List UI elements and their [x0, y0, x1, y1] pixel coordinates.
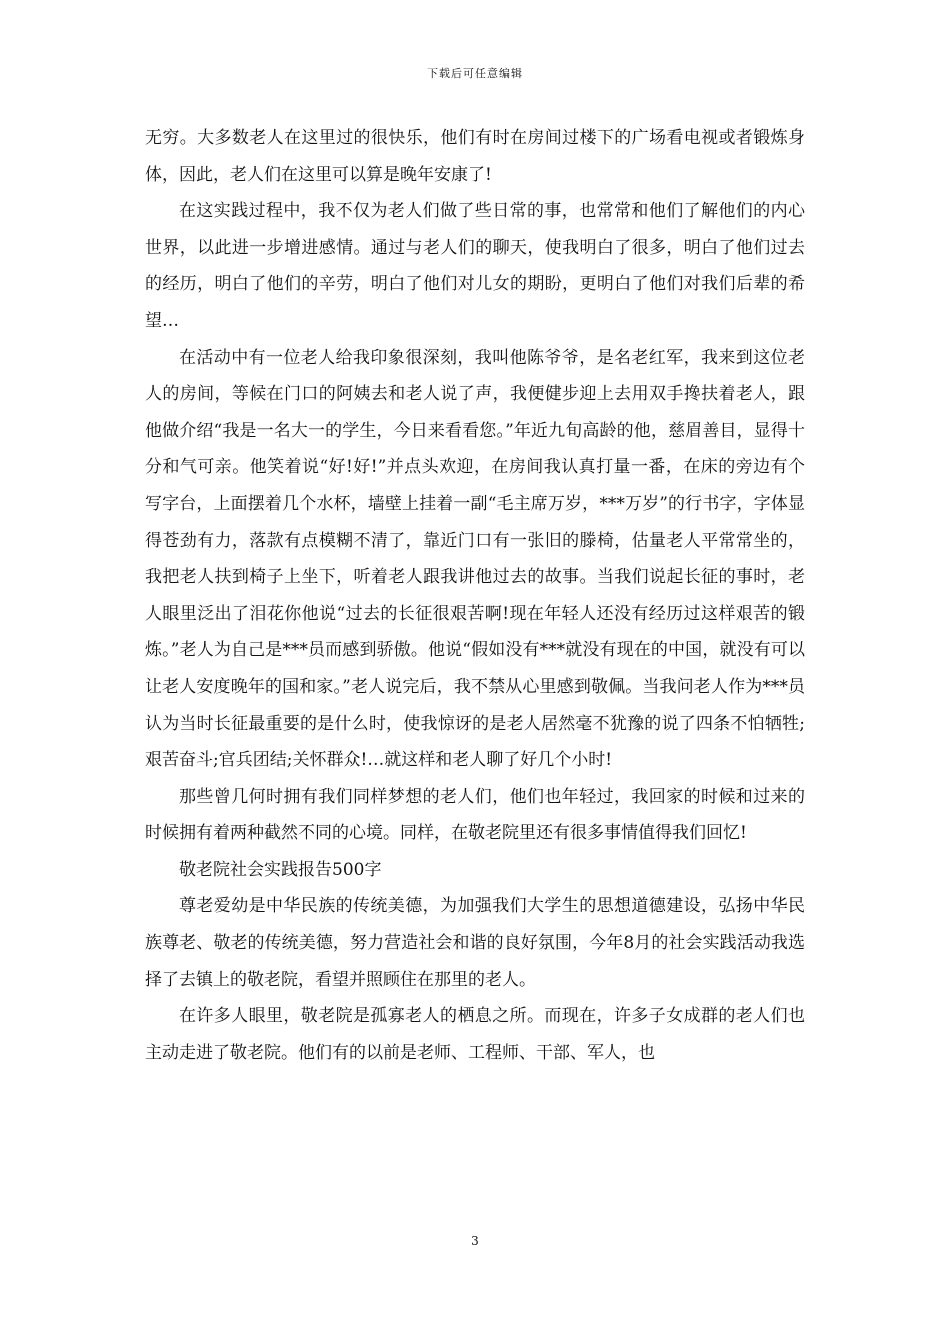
paragraph: 在许多人眼里，敬老院是孤寡老人的栖息之所。而现在，许多子女成群的老人们也主动走进了敬老院。他们有的以前是老师、工程师、干部、军人，也 — [145, 1006, 805, 1063]
page-header: 下载后可任意编辑 — [427, 67, 523, 80]
paragraph: 那些曾几何时拥有我们同样梦想的老人们，他们也年轻过，我回家的时候和过来的时候拥有着两种截然不同的心境。同样，在敬老院里还有很多事情值得我们回忆! — [145, 786, 805, 844]
paragraph: 无穷。大多数老人在这里过的很快乐，他们有时在房间过楼下的广场看电视或者锻炼身体，因此，老人们在这里可以算是晚年安康了! — [145, 128, 805, 185]
paragraph: 尊老爱幼是中华民族的传统美德，为加强我们大学生的思想道德建设，弘扬中华民族尊老、敬老的传统美德，努力营造社会和谐的良好氛围，今年8月的社会实践活动我选择了去镇上的敬老院，看望并照顾住在那里的老人。 — [145, 896, 805, 990]
section-heading: 敬老院社会实践报告500字 — [179, 859, 382, 880]
page-number: 3 — [471, 1234, 479, 1248]
paragraph: 在这实践过程中，我不仅为老人们做了些日常的事，也常常和他们了解他们的内心世界，以此进一步增进感情。通过与老人们的聊天，使我明白了很多，明白了他们过去的经历，明白了他们的辛劳，明白了他们对儿女的期盼，更明白了他们对我们后辈的希望… — [145, 201, 805, 331]
document-body — [145, 120, 805, 1071]
paragraph: 在活动中有一位老人给我印象很深刻，我叫他陈爷爷，是名老红军，我来到这位老人的房间，等候在门口的阿姨去和老人说了声，我便健步迎上去用双手搀扶着老人，跟他做介绍“我是一名大一的学生，今日来看看您。”年近九旬高龄的他，慈眉善目，显得十分和气可亲。他笑着说“好!好!”并点头欢迎，在房间我认真打量一番，在床的旁边有个写字台，上面摆着几个水杯，墙壁上挂着一副“毛主席万岁，***万岁”的行书字，字体显得苍劲有力，落款有点模糊不清了，靠近门口有一张旧的滕椅，估量老人平常常坐的，我把老人扶到椅子上坐下，听着老人跟我讲他过去的故事。当我们说起长征的事时，老人眼里泛出了泪花你他说“过去的长征很艰苦啊!现在年轻人还没有经历过这样艰苦的锻炼。”老人为自己是***员而感到骄傲。他说“假如没有***就没有现在的中国，就没有可以让老人安度晚年的国和家。”老人说完后，我不禁从心里感到敬佩。当我问老人作为***员认为当时长征最重要的是什么时，使我惊讶的是老人居然毫不犹豫的说了四条不怕牺牲;艰苦奋斗;官兵团结;关怀群众!…就这样和老人聊了好几个小时! — [145, 347, 805, 771]
